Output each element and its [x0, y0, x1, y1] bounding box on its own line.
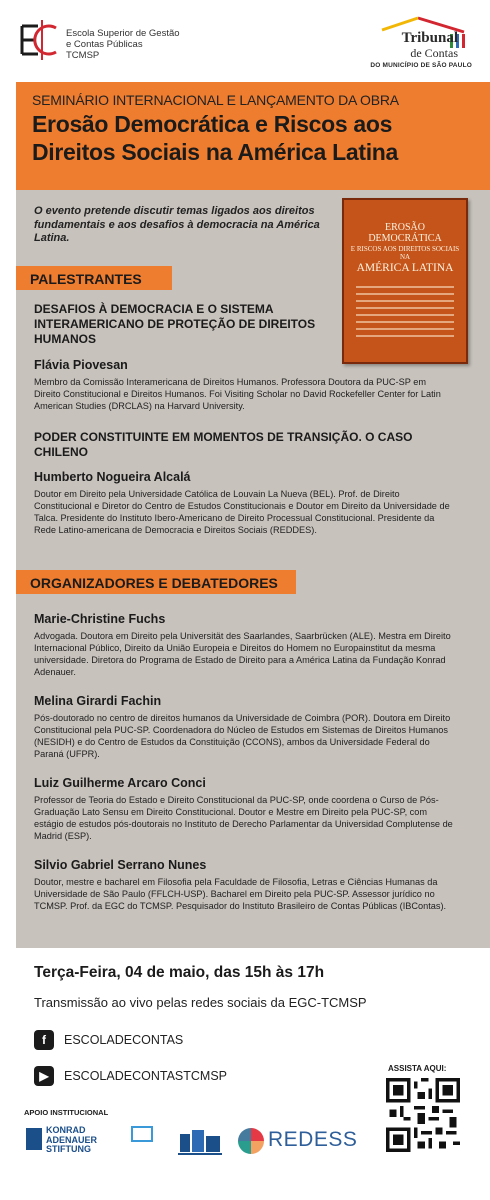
title-banner	[16, 82, 490, 190]
partner-logo-2	[128, 1126, 156, 1152]
redess-wordmark: REDESS	[268, 1128, 358, 1151]
section-speakers: PALESTRANTES	[16, 266, 172, 290]
book-author-lines	[350, 286, 460, 337]
organizer-bio-4: Doutor, mestre e bacharel em Filosofia pela Faculdade de Filosofia, Letras e Ciências Humanas da Universidade de São Paulo (FFLCH-USP). Bacharel em Direito pela PUC-SP. Assessor jurídico no TCMSP. Prof. da EGC do TCMSP. Pesquisador do Instituto Brasileiro de Contas Públicas (IBContas).	[34, 877, 447, 911]
organizer-name-4: Silvio Gabriel Serrano Nunes	[34, 858, 207, 872]
egc-logo	[18, 16, 60, 64]
book-title-line3: AMÉRICA LATINA	[356, 262, 454, 274]
facebook-handle: ESCOLADECONTAS	[64, 1033, 184, 1047]
egc-name-line3: TCMSP	[66, 50, 100, 61]
kas-line3: STIFTUNG	[46, 1144, 91, 1154]
speaker-bio-1: Membro da Comissão Interamericana de Direitos Humanos. Professora Doutora da PUC-SP em Direito Constitucional e Direitos Humanos. Foi Visiting Scholar no David Rockefeller Center for Latin American Studies (DRCLAS) na Harvard University.	[34, 377, 441, 411]
partner-mark-icon	[131, 1126, 153, 1142]
kas-mark-icon	[26, 1128, 42, 1150]
section-organizers: ORGANIZADORES E DEBATEDORES	[16, 570, 296, 594]
organizer-bio-1: Advogada. Doutora em Direito pela Universität des Saarlandes, Saarbrücken (ALE). Mestra em Direito Internacional Público, Direito da União Europeia e Direitos do Homem no Europainstitut da mesma universidade. Diretora do Programa de Estado de Direito para a América Latina da Fundação Konrad Adenauer.	[34, 631, 451, 677]
speaker-name-2: Humberto Nogueira Alcalá	[34, 470, 191, 484]
book-title-line2: E RISCOS AOS DIREITOS SOCIAIS NA	[350, 245, 460, 261]
speaker-name-1: Flávia Piovesan	[34, 358, 128, 372]
banner-title	[32, 110, 478, 166]
speaker-bio-2: Doutor em Direito pela Universidade Católica de Louvain La Nueva (BEL). Prof. de Direito Constitucional e Diretor do Centro de Estudos Constitucionais e Doutor em Direito da Universidade de Talca. Presidente do Instituto Ibero-Americano de Direito Processual Constitucional. Presidente da Rede Latino-americana de Democracia e Direitos Sociais (REDDES).	[34, 489, 450, 535]
egc-name-line2: e Contas Públicas	[66, 39, 143, 50]
partner-building-logo	[176, 1126, 226, 1160]
banner-title-line1: Erosão Democrática e Riscos aos	[32, 111, 393, 137]
redess-circle-icon	[238, 1128, 264, 1154]
organizer-bio-3: Professor de Teoria do Estado e Direito Constitucional da PUC-SP, onde coordena o Curso de Pós-Graduação Lato Sensu em Direito Constitucional. Doutor e Mestre em Direito pela PUC-SP, com estágio de estudos pós-doutorais no Instituto de Derecho Parlamentar da Universidad Complutense de Madrid (ESP).	[34, 795, 453, 841]
book-title-line1: EROSÃO DEMOCRÁTICA	[368, 222, 442, 244]
intro-text: O evento pretende discutir temas ligados aos direitos fundamentais e aos desafios à democracia na América Latina.	[34, 205, 320, 244]
tcm-title: Tribunal	[401, 30, 458, 46]
youtube-link[interactable]	[34, 1066, 227, 1086]
organizer-name-3: Luiz Guilherme Arcaro Conci	[34, 776, 206, 790]
kas-line2: ADENAUER	[46, 1134, 98, 1145]
egc-name-line1: Escola Superior de Gestão	[66, 28, 180, 39]
facebook-icon: f	[34, 1030, 54, 1050]
event-date: Terça-Feira, 04 de maio, das 15h às 17h	[34, 964, 325, 981]
banner-title-line2: Direitos Sociais na América Latina	[32, 139, 399, 165]
facebook-link[interactable]	[34, 1030, 183, 1050]
support-label: APOIO INSTITUCIONAL	[24, 1108, 109, 1117]
banner-kicker: SEMINÁRIO INTERNACIONAL E LANÇAMENTO DA OBRA	[32, 92, 399, 108]
youtube-icon: ▶	[34, 1066, 54, 1086]
stream-info: Transmissão ao vivo pelas redes sociais da EGC-TCMSP	[34, 995, 367, 1010]
qr-code-image[interactable]	[386, 1078, 460, 1152]
talk-title-1: DESAFIOS À DEMOCRACIA E O SISTEMA INTERAMERICANO DE PROTEÇÃO DE DIREITOS HUMANOS	[34, 302, 316, 346]
youtube-handle: ESCOLADECONTASTCMSP	[64, 1069, 227, 1083]
talk-title-2: PODER CONSTITUINTE EM MOMENTOS DE TRANSIÇÃO. O CASO CHILENO	[34, 430, 413, 459]
kas-wordmark	[46, 1126, 97, 1155]
organizer-bio-2: Pós-doutorado no centro de direitos humanos da Universidade de Coimbra (POR). Doutora em Direito Constitucional pela PUC-SP. Coordenadora do Núcleo de Estudos em Sistemas de Direitos Humanos (NESIDH) e do Centro de Estudos da Constituição (CCONS), ambos da Universidade Federal do Paraná (UFPR).	[34, 713, 451, 759]
egc-name	[66, 28, 180, 61]
header	[0, 0, 490, 80]
kas-line1: KONRAD	[46, 1125, 86, 1135]
assista-label: ASSISTA AQUI:	[388, 1064, 447, 1073]
tcm-subtitle: de Contas	[410, 46, 458, 60]
organizer-name-1: Marie-Christine Fuchs	[34, 612, 166, 626]
book-cover-image	[342, 198, 468, 364]
tcm-city: DO MUNICÍPIO DE SÃO PAULO	[370, 62, 472, 69]
redess-logo	[238, 1126, 358, 1160]
kas-logo	[26, 1126, 118, 1162]
organizer-name-2: Melina Girardi Fachin	[34, 694, 162, 708]
